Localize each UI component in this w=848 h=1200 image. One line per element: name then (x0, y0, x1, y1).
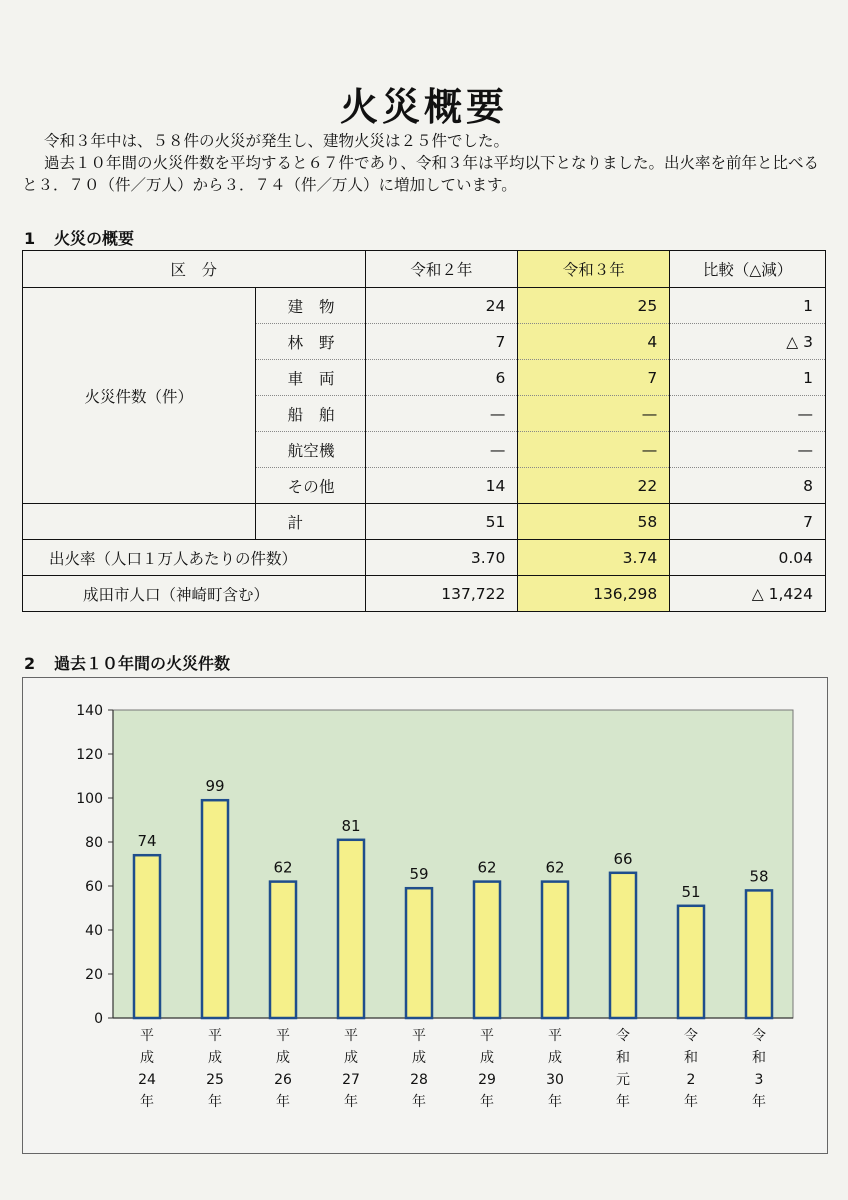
bar-data-label: 62 (545, 858, 565, 877)
section-2-title: 過去１０年間の火災件数 (54, 654, 231, 673)
bar-data-label: 62 (273, 858, 293, 877)
y-tick-label: 140 (76, 703, 103, 719)
cell-diff: — (670, 396, 826, 432)
cell-diff: — (670, 432, 826, 468)
row-label: 車両 (255, 360, 365, 396)
table-row-population (23, 576, 826, 612)
section-2-heading (24, 651, 230, 674)
bar-data-label: 66 (613, 849, 633, 868)
x-tick-label: 平成 25 年 (206, 1028, 224, 1110)
total-curr: 58 (518, 504, 670, 540)
row-label: 船舶 (255, 396, 365, 432)
bar-data-label: 58 (749, 867, 769, 886)
y-tick-label: 80 (85, 835, 103, 851)
fire-summary-table (22, 250, 826, 612)
rate-diff: 0.04 (670, 540, 826, 576)
intro-line-1: 令和３年中は、５８件の火災が発生し、建物火災は２５件でした。 (44, 132, 510, 150)
section-2-number: 2 (24, 654, 36, 673)
x-tick-label: 平成 24 年 (138, 1028, 156, 1110)
y-tick-label: 60 (85, 879, 103, 895)
row-label: 建物 (255, 288, 365, 324)
intro-text (22, 130, 822, 196)
cell-prev: 6 (365, 360, 518, 396)
cell-curr: 25 (518, 288, 670, 324)
cell-curr: 7 (518, 360, 670, 396)
population-prev: 137,722 (365, 576, 518, 612)
row-label: 航空機 (255, 432, 365, 468)
x-tick-label: 平成 29 年 (478, 1028, 496, 1110)
bar (202, 800, 228, 1018)
y-tick-label: 40 (85, 923, 103, 939)
cell-curr: — (518, 396, 670, 432)
bar-data-label: 51 (681, 882, 701, 901)
bar-data-label: 59 (409, 865, 429, 884)
y-tick-label: 120 (76, 747, 103, 763)
bar (270, 882, 296, 1018)
x-tick-label: 平成 30 年 (546, 1028, 564, 1110)
cell-prev: 14 (365, 468, 518, 504)
cell-diff: 1 (670, 360, 826, 396)
bar-data-label: 81 (341, 816, 361, 835)
cell-diff: 8 (670, 468, 826, 504)
row-label: その他 (255, 468, 365, 504)
header-prev-year: 令和２年 (365, 251, 518, 288)
total-spacer (23, 504, 256, 540)
rate-curr: 3.74 (518, 540, 670, 576)
header-category: 区 分 (23, 251, 366, 288)
intro-line-2: 過去１０年間の火災件数を平均すると６７件であり、令和３年は平均以下となりました。出火率を前年と比べると３．７０（件／万人）から３．７４（件／万人）に増加しています。 (22, 154, 820, 194)
bar (134, 855, 160, 1018)
table-row-rate (23, 540, 826, 576)
rate-prev: 3.70 (365, 540, 518, 576)
bar (610, 873, 636, 1018)
cell-prev: — (365, 432, 518, 468)
x-tick-label: 令和 2 年 (684, 1028, 698, 1110)
fire-count-chart (23, 678, 827, 1153)
cell-prev: 24 (365, 288, 518, 324)
table-row-total (23, 504, 826, 540)
bar (678, 906, 704, 1018)
total-diff: 7 (670, 504, 826, 540)
row-label: 林野 (255, 324, 365, 360)
section-1-heading (24, 226, 134, 249)
section-1-number: 1 (24, 229, 36, 248)
y-tick-label: 100 (76, 791, 103, 807)
header-diff: 比較（△減） (670, 251, 826, 288)
x-tick-label: 令和 3 年 (752, 1028, 766, 1110)
y-tick-label: 20 (85, 967, 103, 983)
x-tick-label: 平成 26 年 (274, 1028, 292, 1110)
bar-data-label: 62 (477, 858, 497, 877)
header-curr-year: 令和３年 (518, 251, 670, 288)
bar-data-label: 99 (205, 777, 225, 796)
cell-diff: △ 3 (670, 324, 826, 360)
cell-prev: — (365, 396, 518, 432)
x-tick-label: 平成 27 年 (342, 1028, 360, 1110)
cell-curr: 22 (518, 468, 670, 504)
cell-curr: 4 (518, 324, 670, 360)
population-label: 成田市人口（神崎町含む） (23, 576, 366, 612)
table-row (23, 288, 826, 324)
page-title: 火災概要 (339, 85, 508, 129)
population-diff: △ 1,424 (670, 576, 826, 612)
population-curr: 136,298 (518, 576, 670, 612)
cell-diff: 1 (670, 288, 826, 324)
bar (746, 890, 772, 1018)
bar (338, 840, 364, 1018)
chart-container (22, 677, 828, 1154)
bar (406, 888, 432, 1018)
section-1-title: 火災の概要 (54, 229, 135, 248)
bar-data-label: 74 (137, 832, 157, 851)
x-tick-label: 平成 28 年 (410, 1028, 428, 1110)
table-header-row (23, 251, 826, 288)
rate-label: 出火率（人口１万人あたりの件数） (23, 540, 366, 576)
cell-prev: 7 (365, 324, 518, 360)
x-tick-label: 令和元年 (616, 1028, 630, 1110)
total-label: 計 (255, 504, 365, 540)
fire-count-group-label: 火災件数（件） (23, 288, 256, 504)
cell-curr: — (518, 432, 670, 468)
y-tick-label: 0 (94, 1011, 103, 1027)
bar (474, 882, 500, 1018)
bar (542, 882, 568, 1018)
total-prev: 51 (365, 504, 518, 540)
